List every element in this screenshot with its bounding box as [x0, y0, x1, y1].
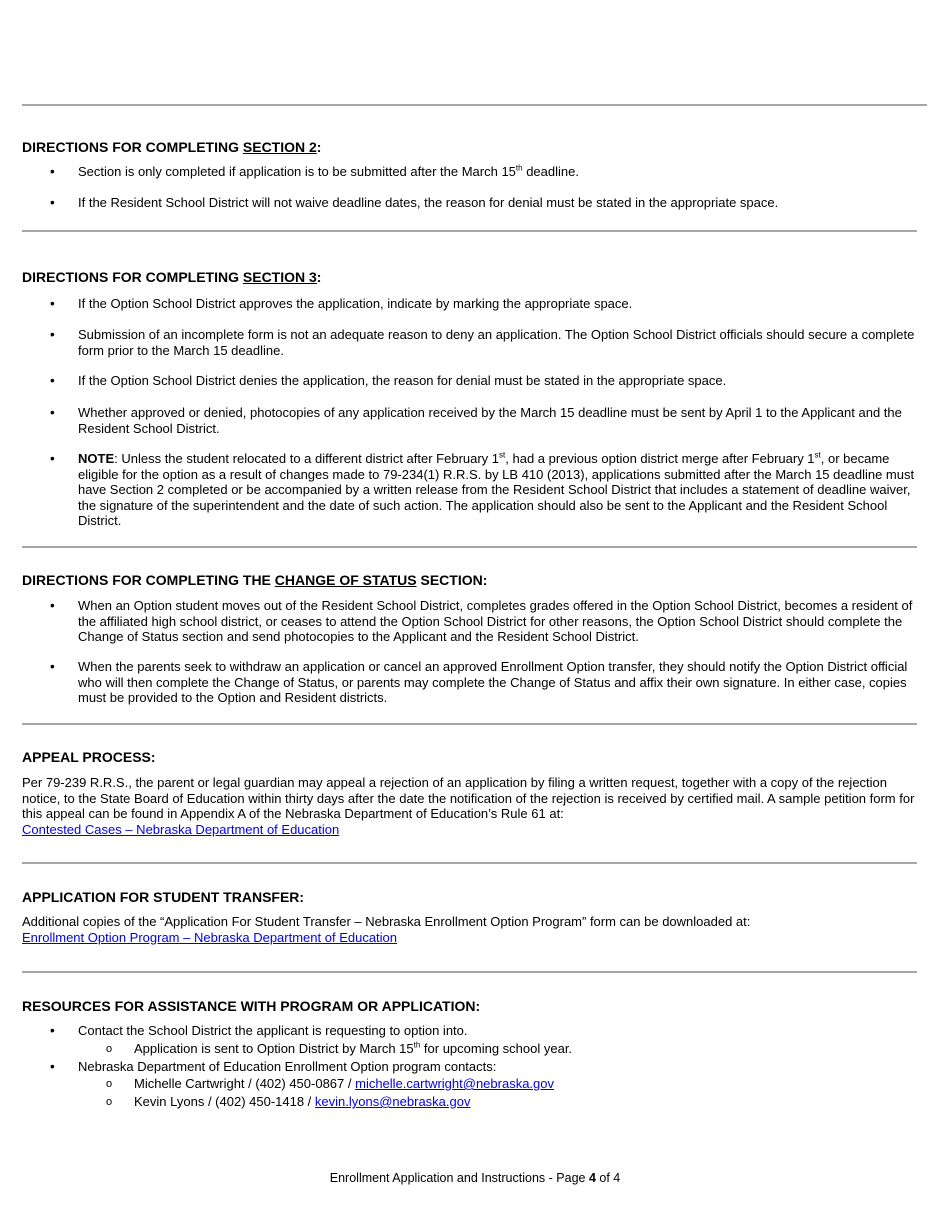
section2-item-1: Section is only completed if application is to be submitted after the March 15th deadline.: [78, 163, 579, 179]
section3-item-3: If the Option School District denies the application, the reason for denial must be stated in the appropriate space.: [78, 373, 727, 388]
section2-heading: DIRECTIONS FOR COMPLETING SECTION 2:: [22, 139, 322, 155]
section3-item-2: Submission of an incomplete form is not an adequate reason to deny an application. The Option School District officials should secure a complete form prior to the March 15 deadline.: [78, 327, 915, 358]
enrollment-option-link[interactable]: Enrollment Option Program – Nebraska Department of Education: [22, 929, 398, 945]
bullet-icon: •: [50, 1059, 55, 1074]
section3-item-4: Whether approved or denied, photocopies of any application received by the March 15 deadline must be sent by April 1 to the Applicant and the Resident School District.: [78, 405, 902, 436]
bullet-icon: •: [50, 373, 55, 388]
section3-heading: DIRECTIONS FOR COMPLETING SECTION 3:: [22, 269, 322, 285]
contact-michelle: Michelle Cartwright / (402) 450-0867 / michelle.cartwright@nebraska.gov: [134, 1076, 555, 1091]
page-footer: Enrollment Application and Instructions - Page 4 of 4: [329, 1171, 621, 1185]
divider: [22, 546, 917, 548]
bullet-icon: •: [50, 1023, 55, 1038]
resources-heading: RESOURCES FOR ASSISTANCE WITH PROGRAM OR APPLICATION:: [22, 998, 481, 1014]
michelle-email-link[interactable]: michelle.cartwright@nebraska.gov: [355, 1076, 555, 1091]
divider: [22, 723, 917, 725]
bullet-icon: •: [50, 296, 55, 311]
change-status-item-2: When the parents seek to withdraw an application or cancel an approved Enrollment Option transfer, they should notify the Option District official who will then complete the Change of Status, or parents may complete the Change of Status and affix their own signature. In either case, copies must be provided to the Option and Resident districts.: [78, 659, 908, 705]
divider: [22, 862, 917, 864]
kevin-email-link[interactable]: kevin.lyons@nebraska.gov: [314, 1094, 471, 1109]
section3-item-1: If the Option School District approves the application, indicate by marking the appropriate space.: [78, 296, 633, 311]
bullet-icon: •: [50, 327, 55, 342]
section3-note: NOTE: Unless the student relocated to a different district after February 1st, had a previous option district merge after February 1st, or became eligible for the option as a result of changes made to 79-234(1) R.R.S. by LB 410 (2013), applications submitted after the March 15 deadline must have Section 2 completed or be accompanied by a written release from the Resident School District that includes a statement of deadline waiver, the signature of the superintendent and the date of such action. The application should also be sent to the Applicant and the Resident School District.: [78, 450, 915, 528]
divider: [22, 230, 917, 232]
contact-kevin: Kevin Lyons / (402) 450-1418 / kevin.lyons@nebraska.gov: [134, 1094, 471, 1109]
bullet-icon: •: [50, 659, 55, 674]
section2-item-2: If the Resident School District will not waive deadline dates, the reason for denial must be stated in the appropriate space.: [78, 195, 779, 210]
resources-item-1: Contact the School District the applicant is requesting to option into.: [78, 1023, 468, 1038]
change-status-item-1: When an Option student moves out of the Resident School District, completes grades offered in the Option School District, becomes a resident of the affiliated high school district, or ceases to attend the Option School District for other reasons, the Option School District should complete the Change of Status section and send photocopies to the Applicant and the Resident School District.: [78, 598, 913, 644]
sub-bullet-icon: o: [106, 1078, 113, 1090]
appeal-text: Per 79-239 R.R.S., the parent or legal guardian may appeal a rejection of an application by filing a written request, together with a copy of the rejection notice, to the State Board of Education within thirty days after the date the notification of the rejection is received by certified mail. A sample petition form for this appeal can be found in Appendix A of the Nebraska Department of Education’s Rule 61 at: Contested Cases – Nebraska Department of Education: [22, 775, 915, 837]
bullet-icon: •: [50, 598, 55, 613]
bullet-icon: •: [50, 451, 55, 466]
bullet-icon: •: [50, 405, 55, 420]
sub-bullet-icon: o: [106, 1043, 113, 1055]
bullet-icon: •: [50, 195, 55, 210]
appeal-heading: APPEAL PROCESS:: [22, 749, 156, 765]
transfer-heading: APPLICATION FOR STUDENT TRANSFER:: [22, 889, 305, 905]
divider: [22, 971, 917, 973]
bullet-icon: •: [50, 164, 55, 179]
transfer-text: Additional copies of the “Application For Student Transfer – Nebraska Enrollment Option Program” form can be downloaded at: Enrollment Option Program – Nebraska Department of Education: [22, 914, 751, 945]
contested-cases-link[interactable]: Contested Cases – Nebraska Department of Education: [22, 821, 340, 837]
sub-bullet-icon: o: [106, 1096, 113, 1108]
resources-item-2: Nebraska Department of Education Enrollment Option program contacts:: [78, 1059, 497, 1074]
resources-subitem-1: Application is sent to Option District by March 15th for upcoming school year.: [134, 1040, 573, 1056]
change-status-heading: DIRECTIONS FOR COMPLETING THE CHANGE OF STATUS SECTION:: [22, 572, 488, 588]
divider-top: [22, 104, 927, 106]
